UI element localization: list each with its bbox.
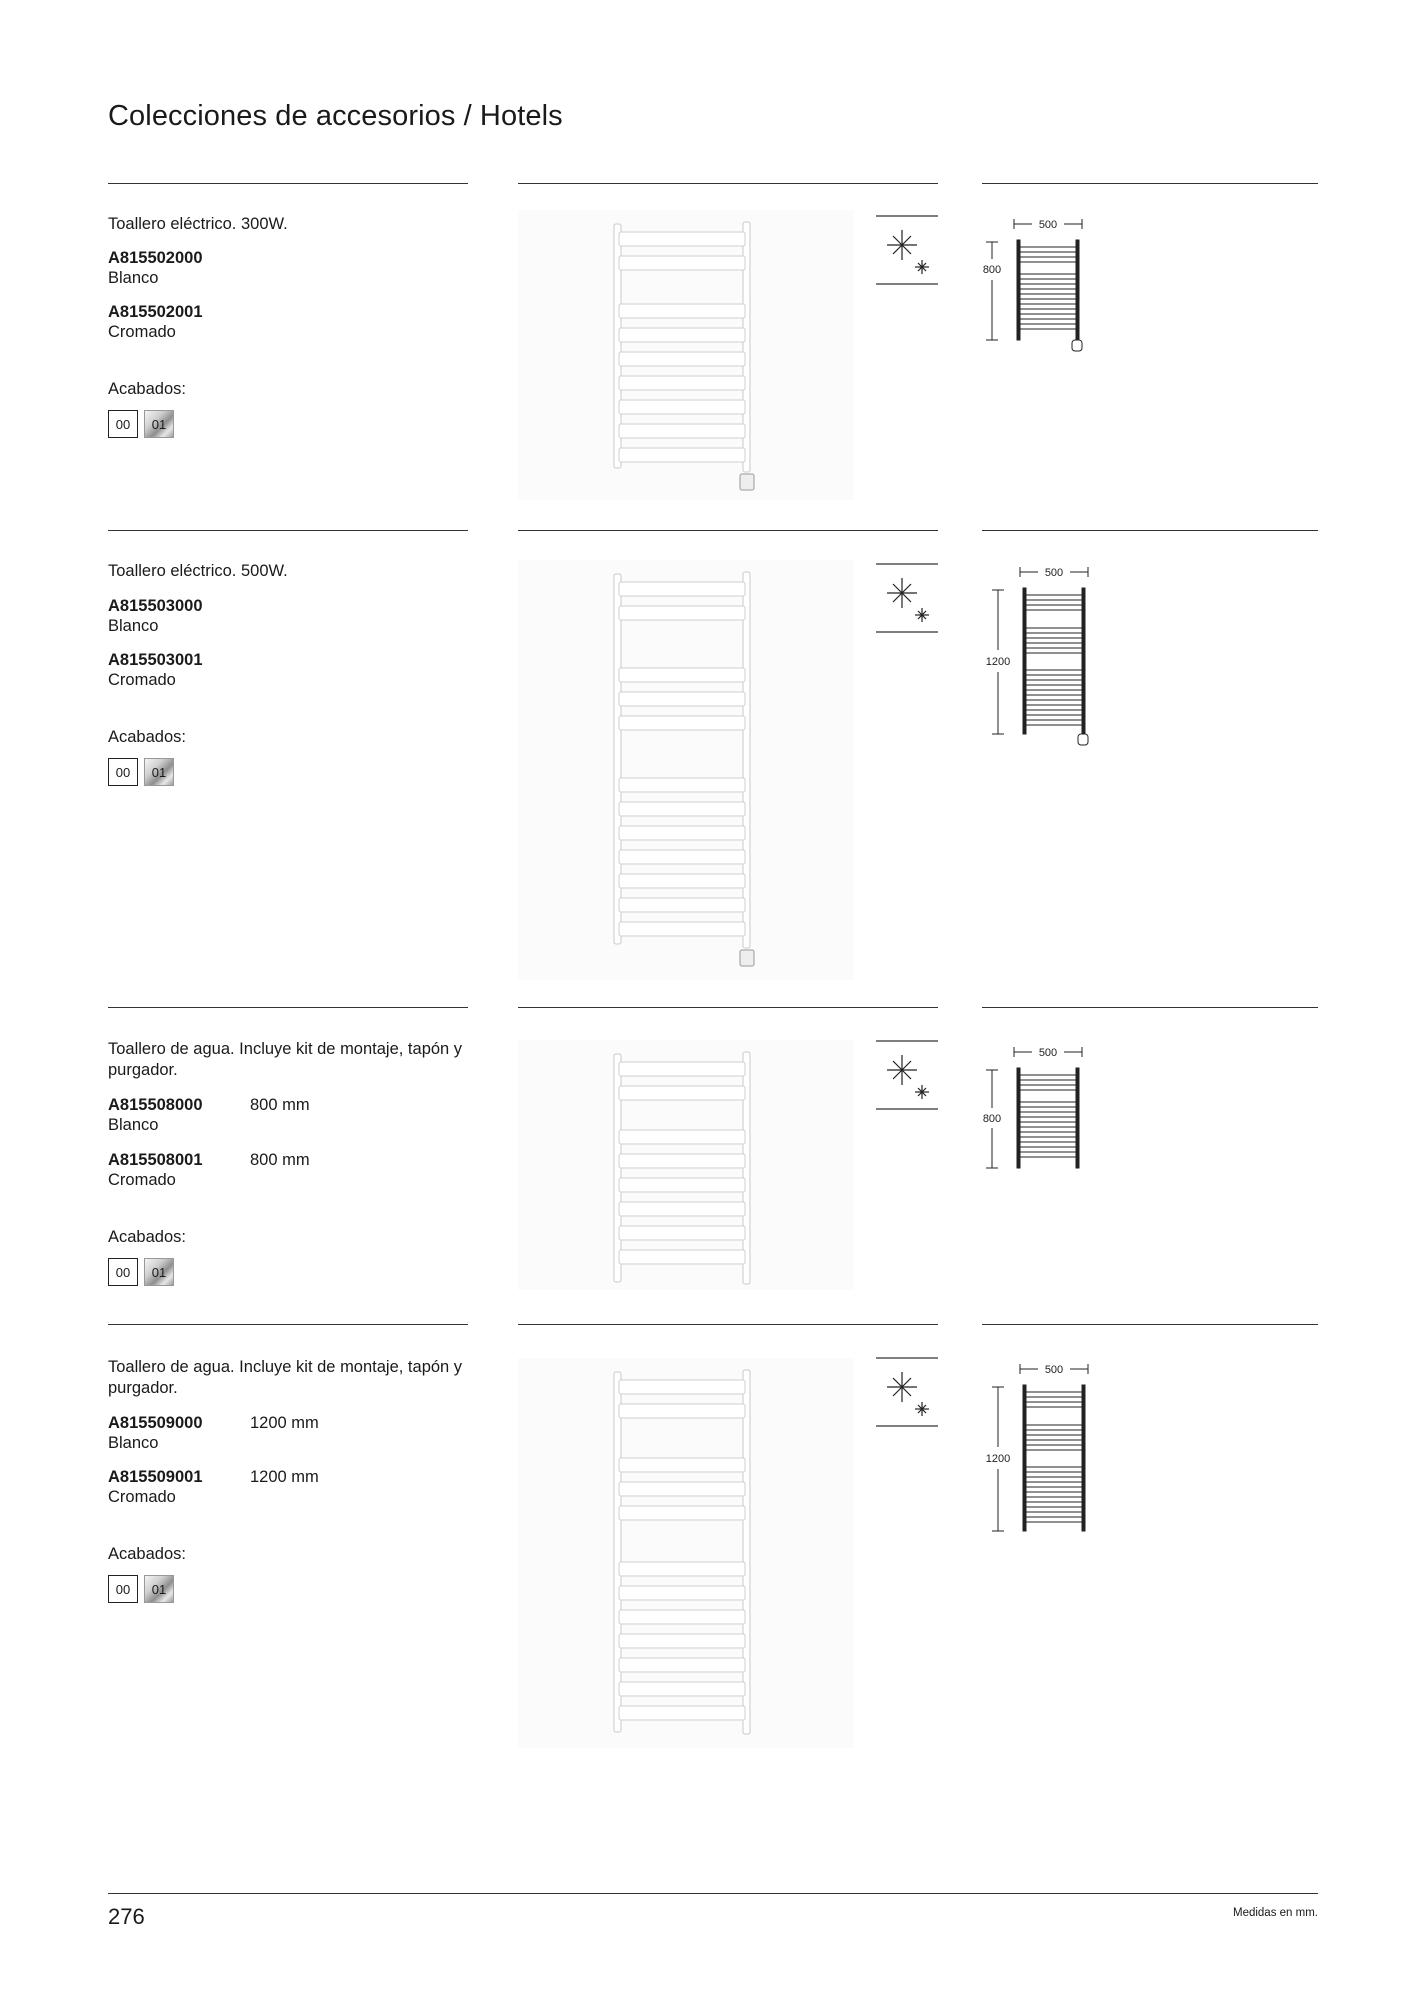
dimension-drawing [982, 1040, 1092, 1175]
section-divider [108, 183, 468, 184]
sparkle-icon [876, 1357, 938, 1427]
height-dimension: 1200 [985, 656, 1011, 668]
product-variant [108, 302, 468, 342]
section-divider [982, 1007, 1318, 1008]
width-dimension: 500 [1044, 567, 1064, 579]
height-dimension: 800 [982, 264, 1002, 276]
product-code: A815503000 [108, 597, 203, 615]
product-dimension: 1200 mm [250, 1468, 319, 1486]
sparkle-icon [876, 563, 938, 633]
finish-swatch-white: 00 [108, 1575, 138, 1603]
width-dimension: 500 [1044, 1364, 1064, 1376]
product-dimension: 1200 mm [250, 1414, 319, 1432]
width-dimension: 500 [1038, 219, 1058, 231]
product-variant [108, 248, 468, 288]
page-number: 276 [108, 1904, 145, 1929]
product-finish: Cromado [108, 1488, 176, 1506]
towel-rail-photo [518, 210, 854, 500]
towel-rail-photo [518, 560, 854, 980]
product-finish: Blanco [108, 617, 159, 635]
product-code: A815508000 [108, 1096, 203, 1114]
towel-rail-photo [518, 1358, 854, 1748]
product-description: Toallero eléctrico. 500W. [108, 562, 288, 580]
finish-swatch-white: 00 [108, 410, 138, 438]
product-finish: Blanco [108, 1434, 159, 1452]
product-code: A815503001 [108, 651, 203, 669]
height-dimension: 1200 [985, 1453, 1011, 1465]
dimension-drawing [982, 560, 1092, 755]
finish-swatch-chrome: 01 [144, 758, 174, 786]
finish-swatch-chrome: 01 [144, 1575, 174, 1603]
height-dimension: 800 [982, 1113, 1002, 1125]
finish-swatch-white: 00 [108, 1258, 138, 1286]
product-variant [108, 1467, 468, 1507]
product-finish: Blanco [108, 1116, 159, 1134]
section-divider [108, 1324, 468, 1325]
section-divider [518, 1007, 938, 1008]
product-variant [108, 596, 468, 636]
towel-rail-photo [518, 1040, 854, 1290]
finishes-label: Acabados: [108, 380, 186, 398]
finish-swatches [108, 1575, 174, 1603]
product-finish: Cromado [108, 671, 176, 689]
section-divider [108, 1007, 468, 1008]
product-description: Toallero de agua. Incluye kit de montaje, tapón y purgador. [108, 1040, 463, 1079]
product-code: A815509001 [108, 1468, 203, 1486]
finishes-label: Acabados: [108, 1228, 186, 1246]
section-divider [982, 530, 1318, 531]
footer-note: Medidas en mm. [1232, 1907, 1318, 1919]
section-divider [518, 530, 938, 531]
section-divider [108, 530, 468, 531]
finish-swatches [108, 758, 174, 786]
product-finish: Cromado [108, 1171, 176, 1189]
dimension-drawing [982, 212, 1092, 357]
finishes-label: Acabados: [108, 728, 186, 746]
product-variant [108, 1095, 468, 1135]
product-dimension: 800 mm [250, 1096, 310, 1114]
product-finish: Blanco [108, 269, 159, 287]
product-finish: Cromado [108, 323, 176, 341]
footer-divider [108, 1893, 1318, 1894]
finish-swatches [108, 1258, 174, 1286]
finishes-label: Acabados: [108, 1545, 186, 1563]
product-code: A815508001 [108, 1151, 203, 1169]
towel-rail-illustration [614, 222, 754, 490]
section-divider [982, 183, 1318, 184]
section-divider [518, 183, 938, 184]
finish-swatch-chrome: 01 [144, 410, 174, 438]
product-variant [108, 1150, 468, 1190]
dimension-drawing [982, 1357, 1092, 1542]
sparkle-icon [876, 1040, 938, 1110]
section-divider [982, 1324, 1318, 1325]
sparkle-icon [876, 215, 938, 285]
product-description: Toallero de agua. Incluye kit de montaje, tapón y purgador. [108, 1358, 463, 1397]
width-dimension: 500 [1038, 1047, 1058, 1059]
product-description: Toallero eléctrico. 300W. [108, 215, 288, 233]
product-dimension: 800 mm [250, 1151, 310, 1169]
product-code: A815502000 [108, 249, 203, 267]
product-variant [108, 1413, 468, 1453]
page-title: Colecciones de accesorios / Hotels [108, 100, 563, 132]
finish-swatches [108, 410, 174, 438]
product-variant [108, 650, 468, 690]
section-divider [518, 1324, 938, 1325]
finish-swatch-white: 00 [108, 758, 138, 786]
finish-swatch-chrome: 01 [144, 1258, 174, 1286]
product-code: A815502001 [108, 303, 203, 321]
product-code: A815509000 [108, 1414, 203, 1432]
